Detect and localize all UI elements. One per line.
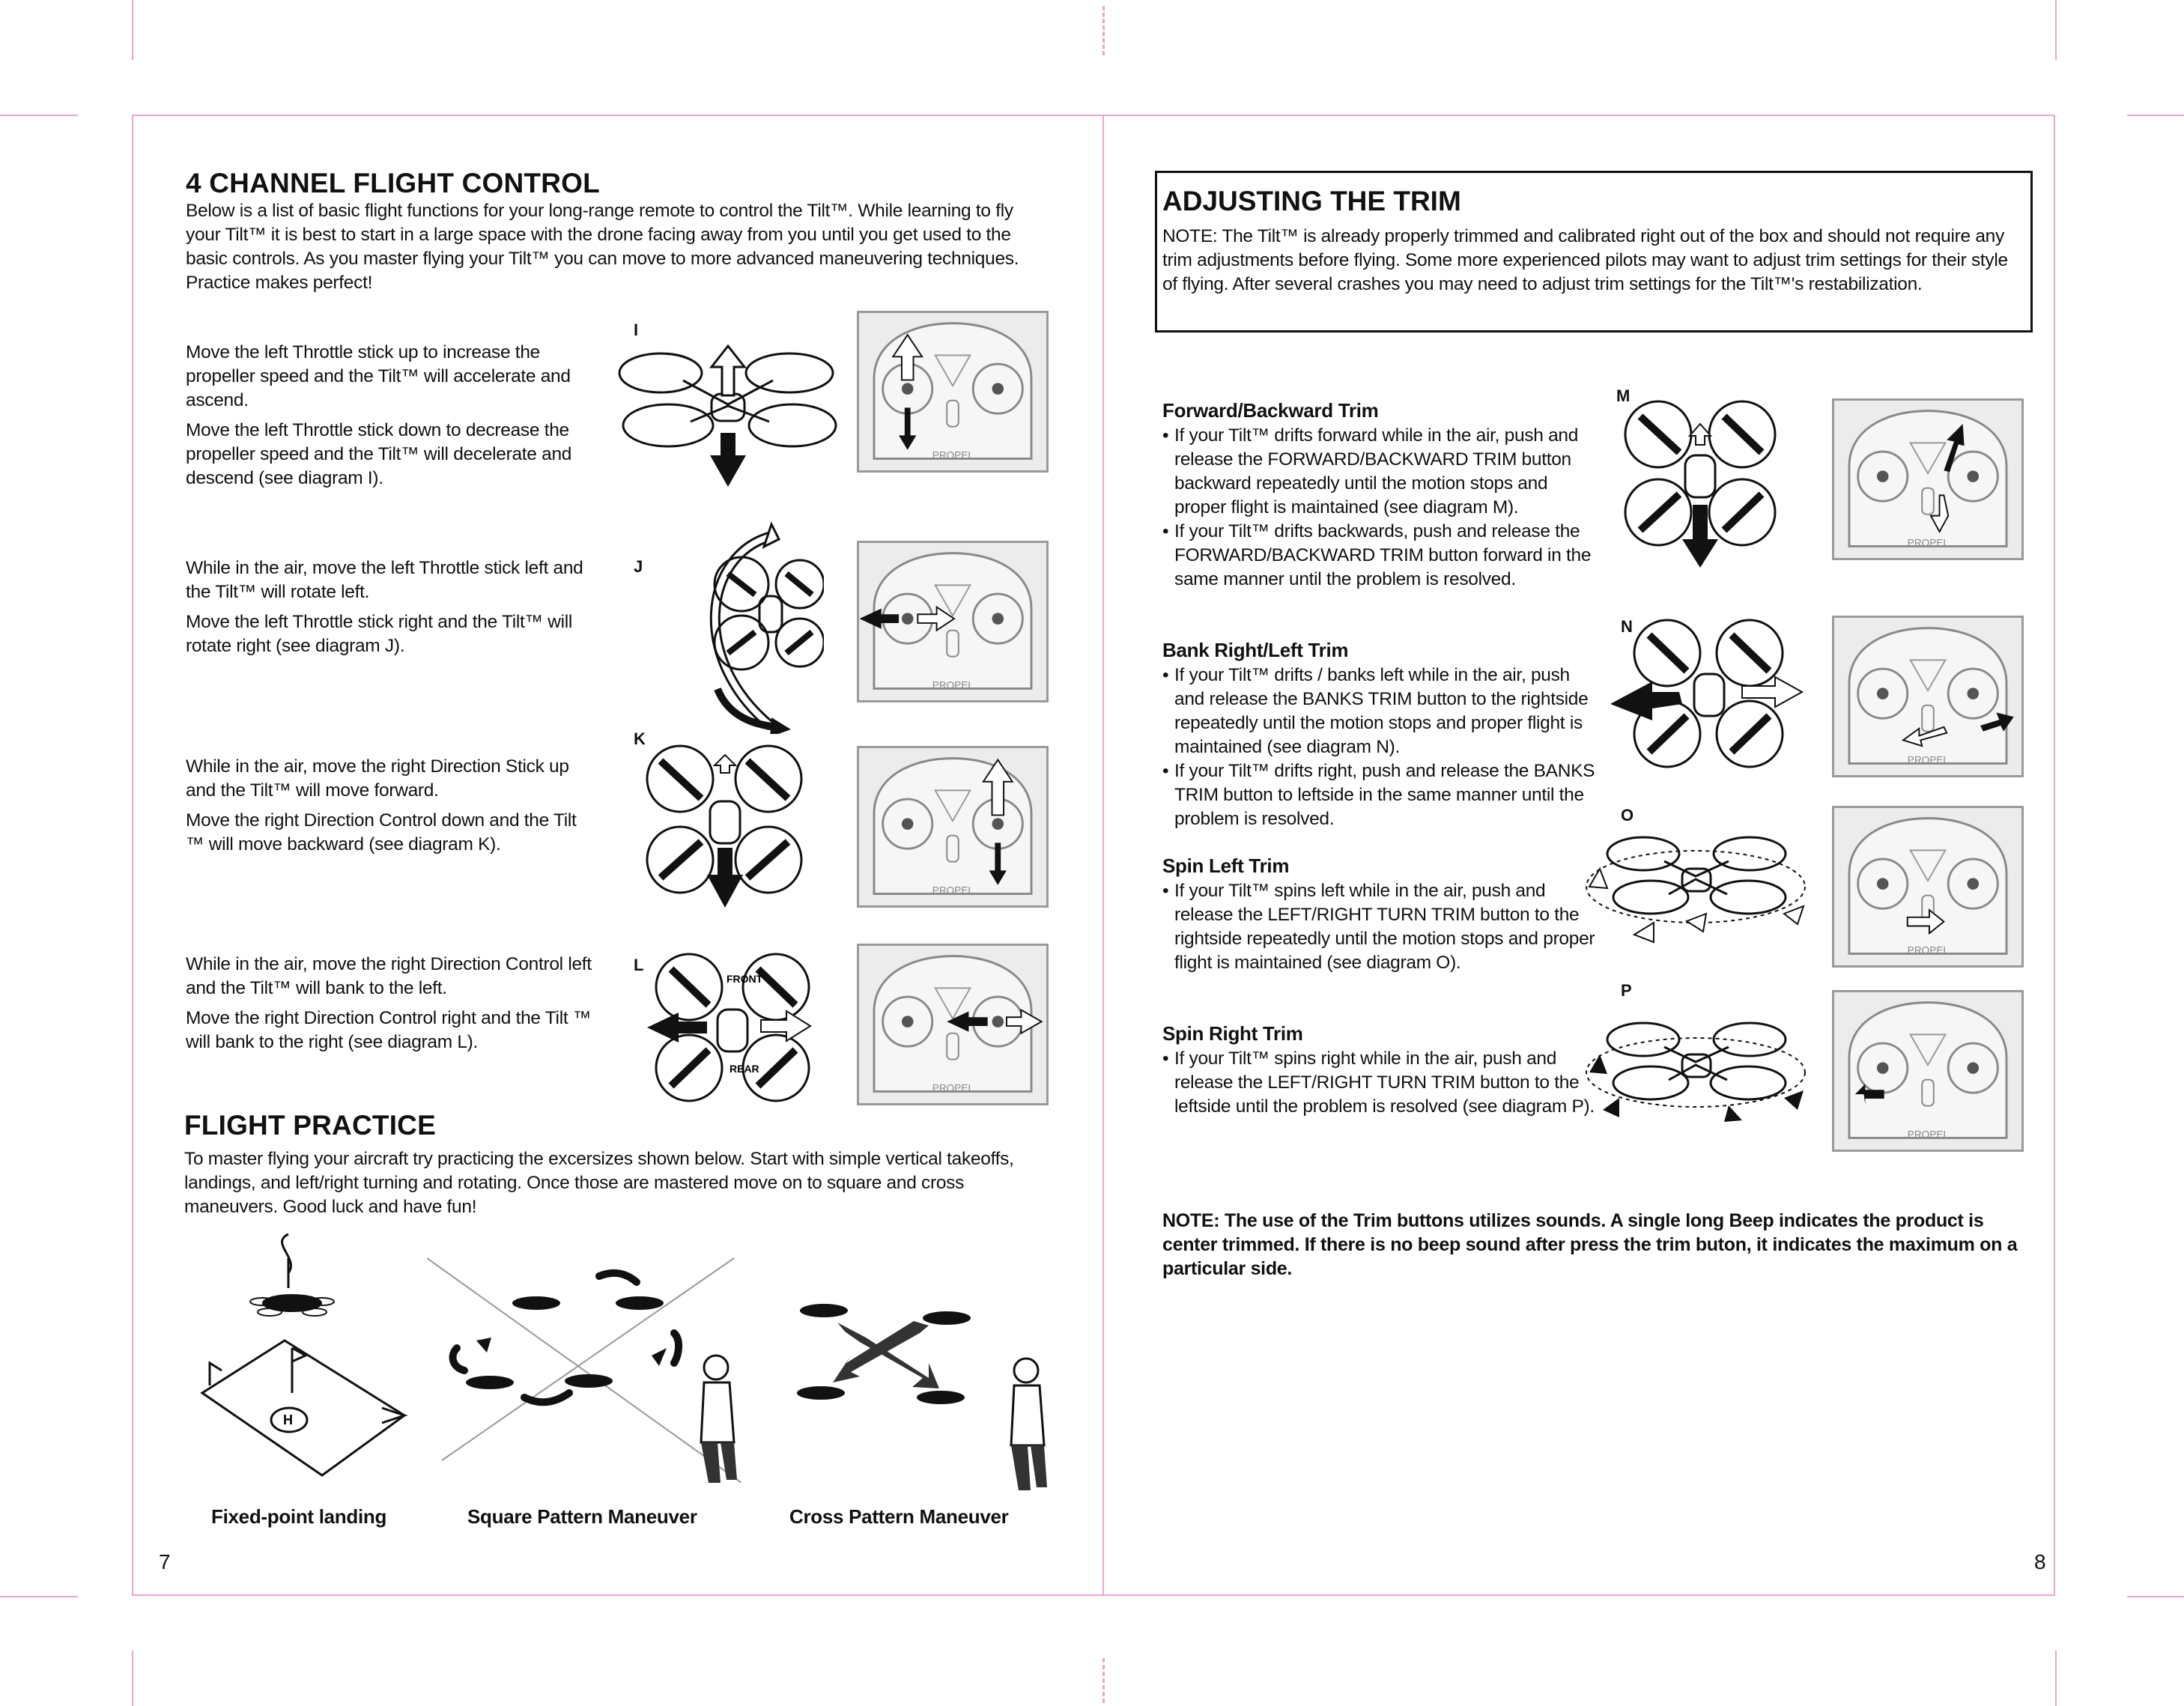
- drone-diagram-k: [643, 735, 807, 915]
- remote-diagram-i: [857, 311, 1049, 473]
- remote-brand-m: PROPEL: [1907, 537, 1949, 549]
- bullet-item: • If your Tilt™ spins left while in the air, push and release the LEFT/RIGHT TURN TRIM button to the rightside repeatedly until the motion stops and proper flight is maintained (see diagram O).: [1162, 879, 1597, 975]
- square-pattern-illustration: [427, 1243, 741, 1483]
- bullet-text: If your Tilt™ drifts / banks left while in the air, push and release the BANKS TRIM button to the rightside repeatedly until the motion stops and proper flight is maintained (see diagram N).: [1174, 665, 1589, 757]
- remote-brand-l: PROPEL: [932, 1082, 974, 1094]
- remote-diagram-o: [1832, 806, 2024, 968]
- diagram-letter-l: L: [634, 956, 644, 974]
- remote-illustration-p: [1834, 992, 2021, 1150]
- drone-diagram-j: [659, 509, 824, 734]
- remote-brand-p: PROPEL: [1907, 1129, 1949, 1141]
- remote-diagram-k: [857, 746, 1049, 908]
- bullet-text: If your Tilt™ spins left while in the air, push and release the LEFT/RIGHT TURN TRIM button to the rightside repeatedly until the motion stops and proper flight is maintained (see diagram O).: [1174, 881, 1595, 973]
- caption-cross-pattern: Cross Pattern Maneuver: [789, 1505, 1009, 1528]
- trim-heading-bank: Bank Right/Left Trim: [1162, 639, 1349, 661]
- rear-label: REAR: [729, 1063, 759, 1075]
- page-number-right: 8: [2034, 1550, 2046, 1573]
- remote-illustration-l: [859, 946, 1046, 1103]
- trim-section-bank: [1162, 638, 1597, 831]
- instruction-k-line-1: While in the air, move the right Direction Stick up and the Tilt™ will move forward.: [186, 756, 569, 801]
- caption-fixed-point: Fixed-point landing: [211, 1505, 387, 1528]
- trim-title: ADJUSTING THE TRIM: [1162, 186, 1461, 216]
- bullet-item: • If your Tilt™ spins right while in the air, push and release the LEFT/RIGHT TURN TRIM button to the leftside until the problem is resolved (see diagram P).: [1162, 1047, 1597, 1119]
- flight-practice-title: FLIGHT PRACTICE: [184, 1110, 436, 1141]
- instruction-j-line-2: Move the left Throttle stick right and the Tilt™ will rotate right (see diagram J).: [186, 612, 573, 656]
- bullet-item: • If your Tilt™ drifts forward while in the air, push and release the FORWARD/BACKWARD TRIM button backward repeatedly until the motion stops and proper flight is maintained (see diagram M).: [1162, 424, 1597, 520]
- bullet-item: • If your Tilt™ drifts right, push and release the BANKS TRIM button to leftside in the same manner until the problem is resolved.: [1162, 759, 1597, 831]
- remote-brand-i: PROPEL: [932, 449, 974, 461]
- trim-sound-note: NOTE: The use of the Trim buttons utilizes sounds. A single long Beep indicates the product is center trimmed. If there is no beep sound after press the trim buton, it indicates the maximum on a particular side.: [1162, 1210, 2018, 1279]
- instruction-j-line-1: While in the air, move the left Throttle stick left and the Tilt™ will rotate left.: [186, 558, 583, 602]
- trim-section-forward-backward: [1162, 398, 1597, 592]
- remote-illustration-k: [859, 748, 1046, 905]
- instruction-k: [186, 755, 598, 863]
- page-spine: [1102, 115, 1104, 1596]
- instruction-l-line-2: Move the right Direction Control right and the Tilt ™ will bank to the right (see diagram L).: [186, 1008, 592, 1052]
- remote-diagram-p: [1832, 990, 2024, 1152]
- caption-square-pattern: Square Pattern Maneuver: [467, 1505, 697, 1528]
- remote-illustration-j: [859, 543, 1046, 700]
- remote-illustration-i: [859, 313, 1046, 470]
- diagram-letter-j: J: [634, 557, 643, 576]
- trim-heading-spin-right: Spin Right Trim: [1162, 1022, 1303, 1045]
- bullet-text: If your Tilt™ drifts forward while in the air, push and release the FORWARD/BACKWARD TRIM button backward repeatedly until the motion stops and proper flight is maintained (see diagram M).: [1174, 425, 1579, 517]
- bullet-text: If your Tilt™ drifts right, push and release the BANKS TRIM button to leftside in the same manner until the problem is resolved.: [1174, 761, 1595, 829]
- drone-diagram-o: [1582, 809, 1811, 951]
- instruction-i: [186, 341, 598, 497]
- trim-section-spin-left: [1162, 854, 1597, 975]
- remote-illustration-n: [1834, 618, 2021, 775]
- drone-diagram-n: [1607, 611, 1807, 783]
- remote-illustration-o: [1834, 808, 2021, 965]
- remote-brand-k: PROPEL: [932, 884, 974, 896]
- remote-diagram-m: [1832, 398, 2024, 560]
- fixed-point-landing-illustration: [187, 1228, 427, 1483]
- bullet-item: • If your Tilt™ drifts / banks left while in the air, push and release the BANKS TRIM button to the rightside repeatedly until the motion stops and proper flight is maintained (see diagram N).: [1162, 664, 1597, 759]
- remote-diagram-l: [857, 944, 1049, 1105]
- instruction-l: [186, 953, 598, 1060]
- diagram-letter-m: M: [1616, 386, 1631, 405]
- trim-section-spin-right: [1162, 1022, 1597, 1119]
- remote-brand-o: PROPEL: [1907, 944, 1949, 956]
- flight-control-title: 4 CHANNEL FLIGHT CONTROL: [186, 168, 600, 198]
- diagram-letter-p: P: [1621, 981, 1632, 1000]
- front-label: FRONT: [727, 973, 763, 985]
- drone-diagram-m: [1618, 392, 1783, 572]
- remote-brand-n: PROPEL: [1907, 754, 1949, 766]
- drone-diagram-l: [626, 945, 813, 1110]
- trim-note-text: NOTE: The Tilt™ is already properly trimmed and calibrated right out of the box and should not require any trim adjustments before flying. Some more experienced pilots may want to adjust trim settings for their style of flying. After several crashes you may need to adjust trim settings for the Tilt™'s restabilization.: [1162, 226, 2008, 294]
- drone-diagram-i: [616, 328, 840, 494]
- diagram-letter-k: K: [634, 729, 646, 748]
- instruction-l-line-1: While in the air, move the right Direction Control left and the Tilt™ will bank to the left.: [186, 954, 592, 998]
- remote-brand-j: PROPEL: [932, 679, 974, 691]
- drone-diagram-p: [1582, 1001, 1811, 1135]
- diagram-letter-o: O: [1621, 806, 1634, 825]
- trim-heading-forward-backward: Forward/Backward Trim: [1162, 399, 1379, 422]
- instruction-i-line-2: Move the left Throttle stick down to decrease the propeller speed and the Tilt™ will decelerate and descend (see diagram I).: [186, 420, 572, 488]
- bullet-text: If your Tilt™ drifts backwards, push and release the FORWARD/BACKWARD TRIM button forward in the same manner until the problem is resolved.: [1174, 521, 1592, 589]
- page-number-left: 7: [159, 1550, 171, 1573]
- trim-heading-spin-left: Spin Left Trim: [1162, 854, 1290, 877]
- bullet-text: If your Tilt™ spins right while in the air, push and release the LEFT/RIGHT TURN TRIM button to the leftside until the problem is resolved (see diagram P).: [1174, 1048, 1595, 1117]
- diagram-letter-n: N: [1621, 617, 1633, 636]
- cross-pattern-illustration: [779, 1288, 1049, 1498]
- bullet-item: • If your Tilt™ drifts backwards, push and release the FORWARD/BACKWARD TRIM button forward in the same manner until the problem is resolved.: [1162, 520, 1597, 592]
- remote-illustration-m: [1834, 401, 2021, 558]
- instruction-i-line-1: Move the left Throttle stick up to increase the propeller speed and the Tilt™ will accelerate and ascend.: [186, 342, 571, 410]
- flight-control-intro: Below is a list of basic flight functions for your long-range remote to control the Tilt™. While learning to fly your Tilt™ it is best to start in a large space with the drone facing away from you until you get used to the basic controls. As you master flying your Tilt™ you can move to more advanced maneuvering techniques. Practice makes perfect!: [186, 201, 1019, 293]
- svg-text:H: H: [283, 1412, 293, 1427]
- diagram-letter-i: I: [634, 321, 639, 339]
- remote-diagram-n: [1832, 616, 2024, 777]
- instruction-k-line-2: Move the right Direction Control down and the Tilt ™ will move backward (see diagram K).: [186, 810, 577, 854]
- remote-diagram-j: [857, 541, 1049, 702]
- flight-practice-text: To master flying your aircraft try practicing the excersizes shown below. Start with simple vertical takeoffs, landings, and left/right turning and rotating. Once those are mastered move on to square and cross maneuvers. Good luck and have fun!: [184, 1149, 1014, 1217]
- instruction-j: [186, 556, 598, 664]
